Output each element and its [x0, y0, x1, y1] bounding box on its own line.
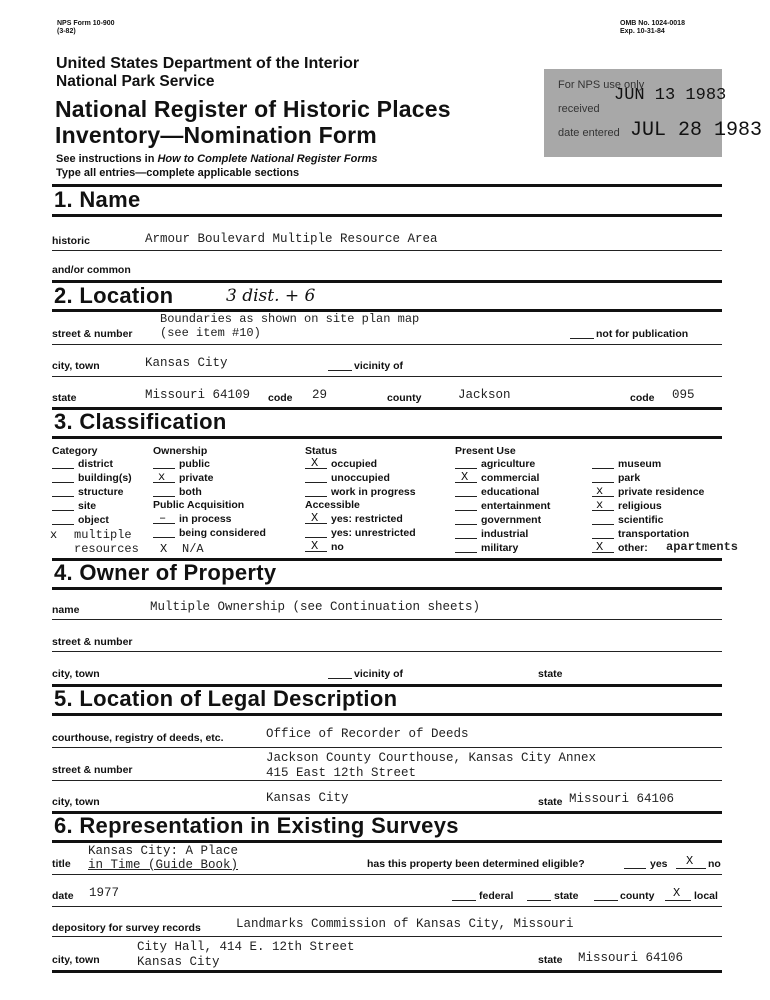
ownership-heading: Ownership	[153, 445, 208, 457]
form-number: NPS Form 10-900	[57, 20, 115, 27]
public-acquisition-heading: Public Acquisition	[153, 499, 245, 511]
form-title-line1: National Register of Historic Places	[55, 96, 451, 122]
state-option-label: state	[554, 890, 579, 902]
accessible-heading: Accessible	[305, 499, 360, 511]
owner-vicinity-label: vicinity of	[354, 668, 404, 680]
department: United States Department of the Interior	[56, 55, 360, 72]
legal-state-label: state	[538, 796, 563, 808]
other-value: apartments	[666, 540, 739, 554]
blank	[328, 370, 352, 371]
legal-street-value-2: 415 East 12th Street	[266, 766, 417, 780]
local-mark: X	[673, 886, 681, 900]
section-rule	[52, 970, 722, 973]
resources-text: resources	[74, 542, 139, 556]
survey-title-value-2: in Time (Guide Book)	[88, 858, 239, 872]
code2-label: code	[630, 392, 655, 404]
code-label: code	[268, 392, 293, 404]
nps-use-stamp	[544, 69, 763, 157]
instructions: See instructions in How to Complete National Register Forms	[56, 153, 378, 165]
instructions-line2: Type all entries—complete applicable sections	[56, 167, 300, 179]
category-heading: Category	[52, 445, 98, 457]
line	[52, 250, 722, 251]
survey-title-value-1: Kansas City: A Place	[88, 844, 239, 858]
owner-city-label: city, town	[52, 668, 100, 680]
status-heading: Status	[305, 445, 338, 457]
blank	[328, 678, 352, 679]
na-text: N/A	[182, 542, 204, 556]
county-label: county	[387, 392, 422, 404]
code-value: 29	[312, 388, 328, 402]
street-value-1: Boundaries as shown on site plan map	[160, 312, 420, 326]
county-value: Jackson	[458, 388, 511, 402]
survey-state-value: Missouri 64106	[578, 951, 684, 965]
section-rule	[52, 214, 722, 217]
multiple-mark: x	[50, 528, 58, 542]
line	[52, 747, 722, 748]
stamp-label: For NPS use only	[558, 79, 645, 91]
section-rule	[52, 184, 722, 187]
blank	[676, 868, 706, 869]
received-date: JUN 13 1983	[614, 86, 727, 105]
line	[52, 376, 722, 377]
survey-date-value: 1977	[89, 886, 120, 900]
section-3-heading: 3. Classification	[54, 409, 227, 434]
section-rule	[52, 587, 722, 590]
omb-number: OMB No. 1024-0018	[620, 20, 685, 27]
owner-name-value: Multiple Ownership (see Continuation sheets)	[150, 600, 481, 614]
line	[52, 344, 722, 345]
historic-label: historic	[52, 235, 90, 247]
street-value-2: (see item #10)	[160, 326, 261, 340]
not-for-publication: not for publication	[596, 328, 689, 340]
courthouse-value: Office of Recorder of Deeds	[266, 727, 469, 741]
section-5-heading: 5. Location of Legal Description	[54, 686, 398, 711]
blank	[624, 868, 646, 869]
survey-date-label: date	[52, 890, 74, 902]
present-use-heading: Present Use	[455, 445, 516, 457]
line	[52, 936, 722, 937]
line	[52, 651, 722, 652]
survey-city-label: city, town	[52, 954, 100, 966]
blank	[570, 338, 594, 339]
city-label: city, town	[52, 360, 100, 372]
legal-city-label: city, town	[52, 796, 100, 808]
line	[52, 780, 722, 781]
na-mark: X	[160, 542, 168, 556]
entered-date: JUL 28 1983	[630, 119, 763, 142]
multiple-text: multiple	[74, 528, 132, 542]
county-option-label: county	[620, 890, 655, 902]
street-label: street & number	[52, 328, 133, 340]
form-revision: (3-82)	[57, 28, 76, 35]
owner-name-label: name	[52, 604, 80, 616]
state-value: Missouri 64109	[145, 388, 251, 402]
survey-state-label: state	[538, 954, 563, 966]
section-2-heading: 2. Location	[54, 283, 174, 308]
section-rule	[52, 840, 722, 843]
line	[52, 874, 722, 875]
handwritten-note: 3 dist. + 6	[226, 286, 316, 306]
no-mark: X	[686, 854, 694, 868]
received-label: received	[558, 103, 600, 115]
blank	[527, 900, 551, 901]
depository-label: depository for survey records	[52, 922, 201, 934]
federal-label: federal	[479, 890, 514, 902]
common-label: and/or common	[52, 264, 131, 276]
service: National Park Service	[56, 73, 215, 90]
legal-street-label: street & number	[52, 764, 133, 776]
legal-city-value: Kansas City	[266, 791, 349, 805]
owner-street-label: street & number	[52, 636, 133, 648]
state-label: state	[52, 392, 77, 404]
survey-city-value-1: City Hall, 414 E. 12th Street	[137, 940, 355, 954]
blank	[452, 900, 476, 901]
courthouse-label: courthouse, registry of deeds, etc.	[52, 732, 224, 744]
legal-street-value-1: Jackson County Courthouse, Kansas City Annex	[266, 751, 597, 765]
city-value: Kansas City	[145, 356, 228, 370]
legal-state-value: Missouri 64106	[569, 792, 675, 806]
code2-value: 095	[672, 388, 695, 402]
no-label: no	[708, 858, 721, 870]
line	[52, 906, 722, 907]
survey-city-value-2: Kansas City	[137, 955, 220, 969]
survey-title-label: title	[52, 858, 71, 870]
section-rule	[52, 713, 722, 716]
depository-value: Landmarks Commission of Kansas City, Missouri	[236, 917, 574, 931]
determined-question: has this property been determined eligible?	[367, 858, 585, 870]
section-4-heading: 4. Owner of Property	[54, 560, 277, 585]
blank	[665, 900, 691, 901]
owner-state-label: state	[538, 668, 563, 680]
blank	[594, 900, 618, 901]
vicinity-label: vicinity of	[354, 360, 404, 372]
historic-value: Armour Boulevard Multiple Resource Area	[145, 232, 438, 246]
section-6-heading: 6. Representation in Existing Surveys	[54, 813, 459, 838]
form-title-line2: Inventory—Nomination Form	[55, 122, 377, 148]
line	[52, 619, 722, 620]
expiration: Exp. 10-31-84	[620, 28, 665, 35]
yes-label: yes	[650, 858, 668, 870]
section-1-heading: 1. Name	[54, 187, 141, 212]
section-rule	[52, 436, 722, 439]
entered-label: date entered	[558, 127, 620, 139]
local-label: local	[694, 890, 718, 902]
